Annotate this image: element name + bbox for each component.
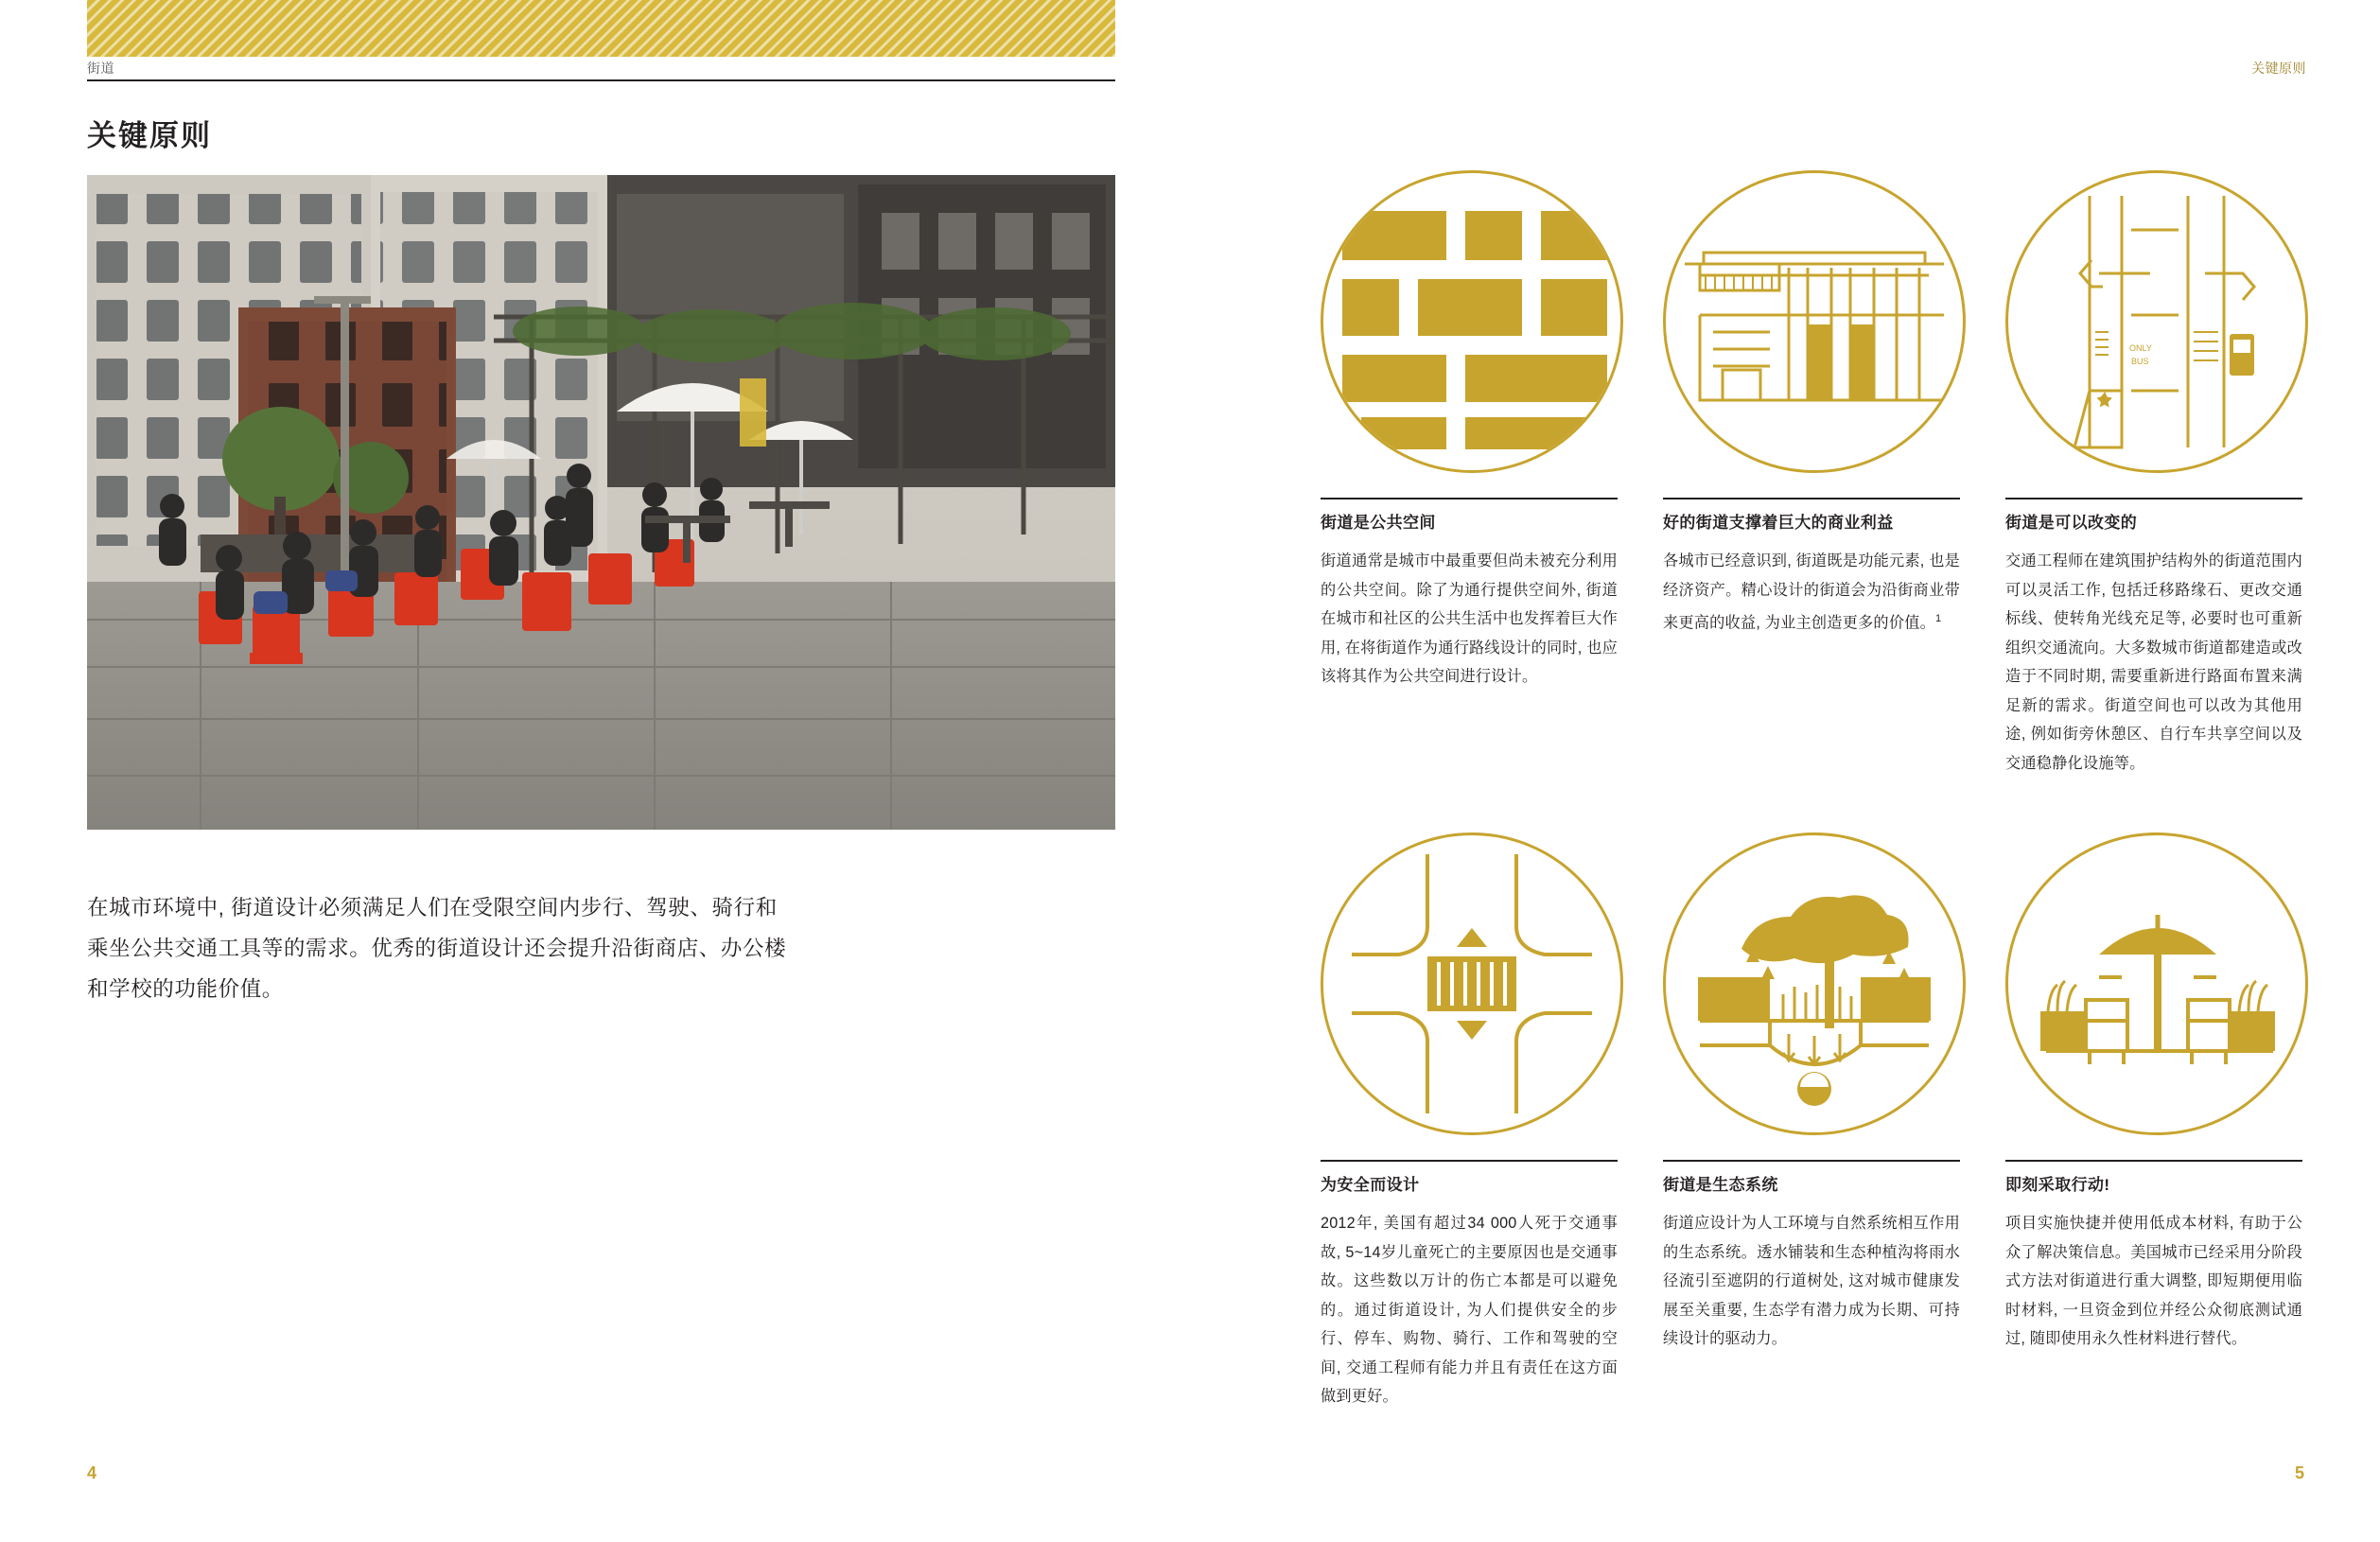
safety-crossing-icon-art (1323, 835, 1620, 1132)
footnote-marker: 1 (1934, 613, 1942, 624)
parklet-umbrella-icon (2005, 832, 2308, 1135)
header-rule-left (87, 79, 1115, 81)
principle-body-1: 街道通常是城市中最重要但尚未被充分利用的公共空间。除了为通行提供空间外, 街道在城市和社区的公共生活中也发挥着巨大作用, 在将街道作为通行路线设计的同时, 也应该将其作为公共空间进行设计。 (1321, 552, 1618, 685)
running-head-right: 关键原则 (2251, 61, 2306, 76)
principles-row-2 (1321, 832, 2304, 1411)
header-hatch-band-left (87, 0, 1115, 57)
principle-title-3: 街道是可以改变的 (2005, 514, 2138, 532)
bus-lane-icon (2005, 170, 2308, 473)
plaza-photo (87, 175, 1115, 830)
principle-title-4: 为安全而设计 (1321, 1176, 1420, 1194)
lead-paragraph: 在城市环境中, 街道设计必须满足人们在受限空间内步行、驾驶、骑行和乘坐公共交通工具等的需求。优秀的街道设计还会提升沿街商店、办公楼和学校的功能价值。 (87, 896, 787, 1001)
card-divider (2005, 498, 2302, 499)
bioswale-tree-icon-art (1666, 835, 1963, 1132)
plaza-photo-illustration (87, 175, 1115, 830)
card-divider (1663, 498, 1960, 499)
street-grid-icon-art (1323, 173, 1620, 470)
card-divider (2005, 1160, 2302, 1162)
bus-lane-label-only: ONLY (2129, 343, 2152, 353)
principle-card-2 (1663, 170, 1960, 778)
principle-title-5: 街道是生态系统 (1663, 1176, 1778, 1194)
principle-card-3 (2005, 170, 2302, 778)
principle-title-1: 街道是公共空间 (1321, 514, 1436, 532)
principle-body-5: 街道应设计为人工环境与自然系统相互作用的生态系统。透水铺装和生态种植沟将雨水径流引至遮阴的行道树处, 这对城市健康发展至关重要, 生态学有潜力成为长期、可持续设计的驱动力。 (1663, 1215, 1960, 1347)
principle-card-1 (1321, 170, 1618, 778)
principle-card-5 (1663, 832, 1960, 1411)
page-title: 关键原则 (87, 119, 212, 152)
storefront-icon (1663, 170, 1966, 473)
street-grid-icon (1321, 170, 1623, 473)
principle-body-4: 2012年, 美国有超过34 000人死于交通事故, 5~14岁儿童死亡的主要原因也是交通事故。这些数以万计的伤亡本都是可以避免的。通过街道设计, 为人们提供安全的步行、停车、购物、骑行、工作和驾驶的空间, 交通工程师有能力并且有责任在这方面做到更好。 (1321, 1215, 1618, 1405)
card-divider (1321, 1160, 1618, 1162)
principle-title-2: 好的街道支撑着巨大的商业利益 (1663, 514, 1894, 532)
page-number-left: 4 (87, 1463, 97, 1482)
principle-title-6: 即刻采取行动! (2005, 1176, 2110, 1194)
card-divider (1663, 1160, 1960, 1162)
principle-body-6: 项目实施快捷并使用低成本材料, 有助于公众了解决策信息。美国城市已经采用分阶段式方法对街道进行重大调整, 即短期便用临时材料, 一旦资金到位并经公众彻底测试通过, 随即使用永久性材料进行替代。 (2005, 1215, 2302, 1347)
principle-body-2-text: 各城市已经意识到, 街道既是功能元素, 也是经济资产。精心设计的街道会为沿街商业带来更高的收益, 为业主创造更多的价值。 (1663, 552, 1960, 632)
principle-card-6 (2005, 832, 2302, 1411)
storefront-icon-art (1666, 173, 1963, 470)
principles-row-1 (1321, 170, 2304, 778)
safety-crossing-icon (1321, 832, 1623, 1135)
principle-body-3: 交通工程师在建筑围护结构外的街道范围内可以灵活工作, 包括迁移路缘石、更改交通标线、使转角光线充足等, 必要时也可重新组织交通流向。大多数城市街道都建造或改造于不同时期, 需要重新进行路面布置来满足新的需求。街道空间也可以改为其他用途, 例如街旁休憩区、自行车共享空间以及交通稳静化设施等。 (2005, 552, 2302, 772)
bus-lane-icon-art (2008, 173, 2305, 470)
principle-body-2 (1663, 547, 1960, 638)
parklet-umbrella-icon-art (2008, 835, 2305, 1132)
bioswale-tree-icon (1663, 832, 1966, 1135)
principle-card-4 (1321, 832, 1618, 1411)
page-number-right: 5 (2294, 1463, 2304, 1482)
card-divider (1321, 498, 1618, 499)
bus-lane-label-bus: BUS (2131, 357, 2149, 366)
running-head-left: 街道 (87, 61, 114, 76)
principles-grid (1321, 170, 2304, 1411)
